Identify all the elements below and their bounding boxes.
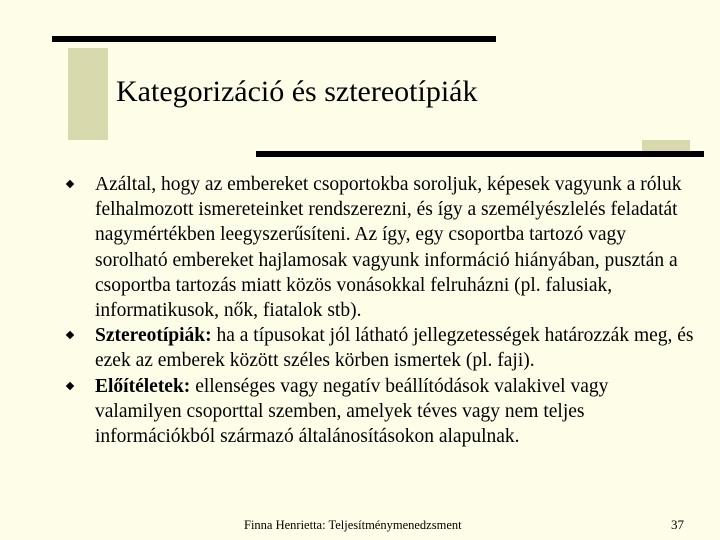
- bullet-text: ha a típusokat jól látható jellegzetességek határozzák meg, és ezek az emberek között széles körben ismertek (pl. faji).: [95, 325, 694, 372]
- decorative-left-block: [68, 48, 108, 140]
- decorative-top-bar: [52, 36, 496, 42]
- bullet-text: Azáltal, hogy az embereket csoportokba soroljuk, képesek vagyunk a róluk felhalmozott ismereteinket rendszerezni, és így a személyészlelés feladatát nagymértékben leegyszerűsíteni. Az így, egy csoportba tartozó vagy sorolható embereket hajlamosak vagyunk információ hiányában, pusztán a csoportba tartozás miatt közös vonásokkal felruházni (pl. falusiak, informatikusok, nők, fiatalok stb).: [95, 174, 682, 322]
- bullet-item: [66, 374, 694, 450]
- bullet-term: Előítéletek:: [95, 375, 191, 397]
- footer-text: Finna Henrietta: Teljesítménymenedzsment: [244, 518, 462, 532]
- slide-title: Kategorizáció és sztereotípiák: [116, 75, 478, 108]
- diamond-bullet-icon: [66, 180, 74, 188]
- diamond-bullet-icon: [66, 382, 74, 390]
- bullet-item: [66, 172, 694, 323]
- bullet-item: [66, 323, 694, 373]
- bullet-list: [66, 172, 694, 449]
- bullet-term: Sztereotípiák:: [95, 325, 212, 347]
- bullet-text: ellenséges vagy negatív beállítódások valakivel vagy valamilyen csoporttal szemben, amelyek téves vagy nem teljes információkból származó általánosításokon alapulnak.: [95, 375, 609, 448]
- decorative-bottom-bar: [256, 151, 704, 157]
- page-number: 37: [671, 517, 684, 532]
- diamond-bullet-icon: [66, 331, 74, 339]
